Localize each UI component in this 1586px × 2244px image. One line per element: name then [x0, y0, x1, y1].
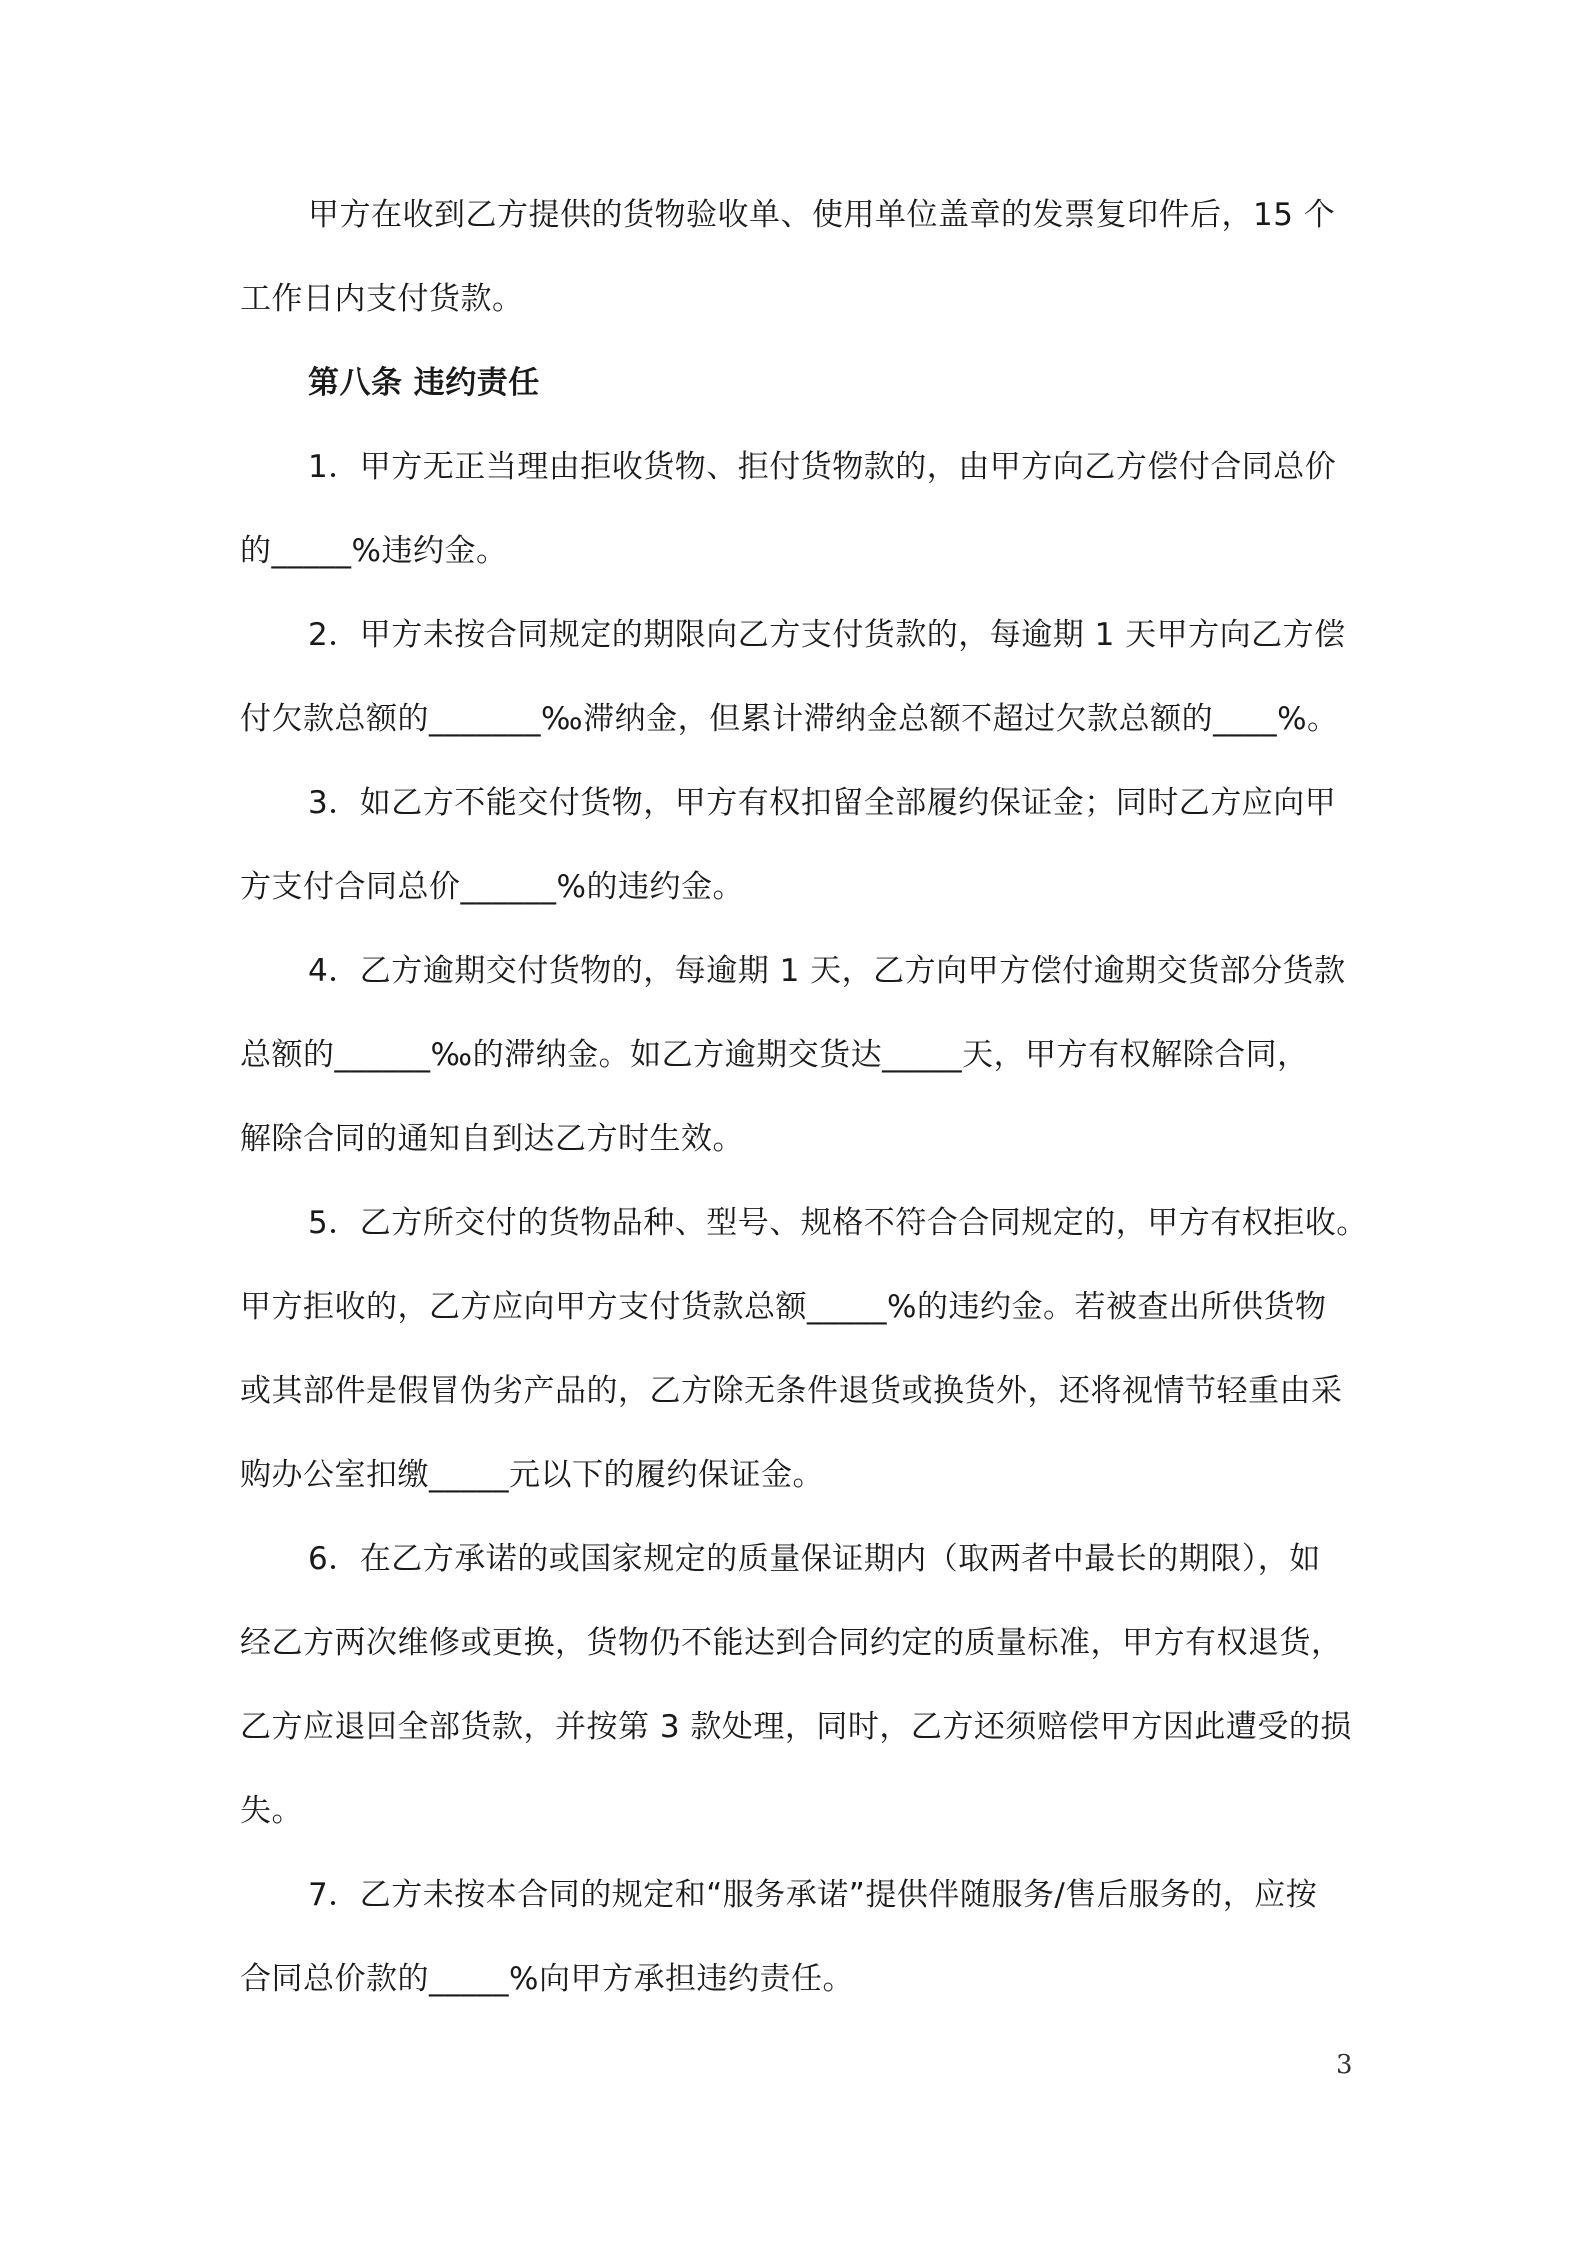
clause-2-line-1: 2．甲方未按合同规定的期限向乙方支付货款的，每逾期 1 天甲方向乙方偿 — [308, 617, 1346, 653]
clause-5-line-4: 购办公室扣缴_____元以下的履约保证金。 — [240, 1457, 824, 1493]
clause-3-line-1: 3．如乙方不能交付货物，甲方有权扣留全部履约保证金；同时乙方应向甲 — [308, 785, 1337, 821]
clause-6-line-2: 经乙方两次维修或更换，货物仍不能达到合同约定的质量标准，甲方有权退货， — [240, 1625, 1343, 1661]
paragraph-payment-line-2: 工作日内支付货款。 — [240, 281, 524, 317]
clause-6-line-4: 失。 — [240, 1793, 303, 1829]
clause-4-line-2: 总额的______‰的滞纳金。如乙方逾期交货达_____天，甲方有权解除合同， — [240, 1037, 1309, 1073]
paragraph-payment-line-1: 甲方在收到乙方提供的货物验收单、使用单位盖章的发票复印件后，15 个 — [308, 197, 1336, 233]
section-heading-article-8: 第八条 违约责任 — [308, 365, 540, 401]
clause-1-line-2: 的_____%违约金。 — [240, 533, 508, 569]
clause-4-line-3: 解除合同的通知自到达乙方时生效。 — [240, 1121, 744, 1157]
clause-5-line-1: 5．乙方所交付的货物品种、型号、规格不符合合同规定的，甲方有权拒收。 — [308, 1205, 1368, 1241]
clause-7-line-1: 7．乙方未按本合同的规定和“服务承诺”提供伴随服务/售后服务的，应按 — [308, 1877, 1318, 1913]
clause-6-line-3: 乙方应退回全部货款，并按第 3 款处理，同时，乙方还须赔偿甲方因此遭受的损 — [240, 1709, 1352, 1745]
clause-1-line-1: 1．甲方无正当理由拒收货物、拒付货物款的，由甲方向乙方偿付合同总价 — [308, 449, 1337, 485]
clause-7-line-2: 合同总价款的_____%向甲方承担违约责任。 — [240, 1961, 854, 1997]
clause-5-line-2: 甲方拒收的，乙方应向甲方支付货款总额_____%的违约金。若被查出所供货物 — [240, 1289, 1327, 1325]
clause-2-line-2: 付欠款总额的_______‰滞纳金，但累计滞纳金总额不超过欠款总额的____%。 — [240, 701, 1339, 737]
page-number: 3 — [1336, 2050, 1353, 2080]
clause-4-line-1: 4．乙方逾期交付货物的，每逾期 1 天，乙方向甲方偿付逾期交货部分货款 — [308, 953, 1346, 989]
clause-6-line-1: 6．在乙方承诺的或国家规定的质量保证期内（取两者中最长的期限），如 — [308, 1541, 1321, 1577]
clause-3-line-2: 方支付合同总价______%的违约金。 — [240, 869, 744, 905]
clause-5-line-3: 或其部件是假冒伪劣产品的，乙方除无条件退货或换货外，还将视情节轻重由采 — [240, 1373, 1343, 1409]
